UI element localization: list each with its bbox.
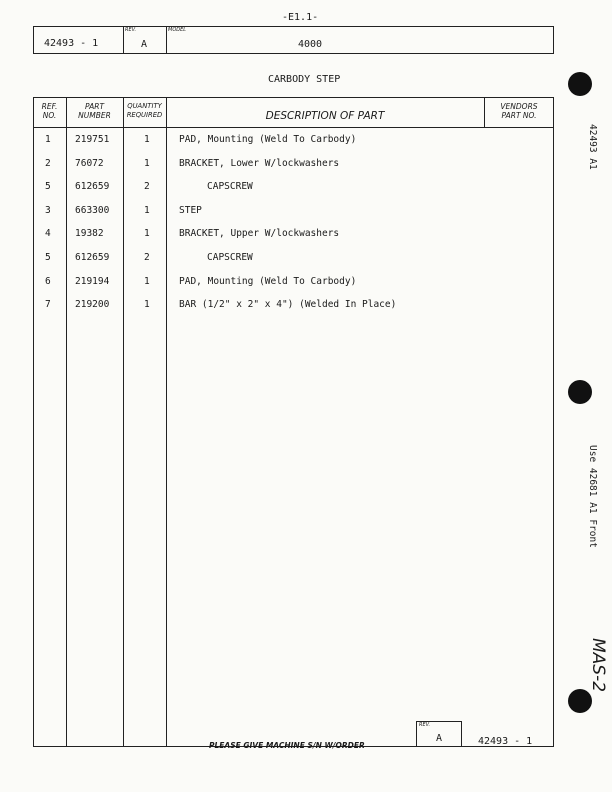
footer-doc-number: 42493 - 1 xyxy=(478,736,533,747)
part-number: 76072 xyxy=(75,157,104,169)
margin-doc-ref: 42493 A1 xyxy=(587,124,598,170)
col-desc-header: DESCRIPTION OF PART xyxy=(265,110,385,122)
header-rev-label: REV. xyxy=(125,27,137,33)
quantity: 1 xyxy=(144,228,150,240)
header-model-value: 4000 xyxy=(298,39,323,50)
description: BAR (1/2" x 2" x 4") (Welded In Place) xyxy=(179,299,397,311)
description: BRACKET, Upper W/lockwashers xyxy=(179,228,340,240)
part-number: 219194 xyxy=(75,275,110,287)
description: STEP xyxy=(179,204,202,216)
description: CAPSCREW xyxy=(207,252,253,263)
description: PAD, Mounting (Weld To Carbody) xyxy=(179,134,357,145)
ref-number: 7 xyxy=(45,299,51,311)
parts-table xyxy=(33,97,554,747)
footer-rev-label: REV. xyxy=(419,722,431,728)
part-number: 612659 xyxy=(75,252,110,263)
header-rev-value: A xyxy=(141,39,148,50)
footer-note: PLEASE GIVE MACHINE S/N W/ORDER xyxy=(209,741,365,750)
ref-number: 2 xyxy=(45,157,51,169)
part-number: 219751 xyxy=(75,134,110,145)
footer-rev-value: A xyxy=(436,733,443,744)
header-box xyxy=(33,26,554,54)
ref-number: 5 xyxy=(45,252,51,263)
quantity: 2 xyxy=(144,181,150,193)
part-number: 663300 xyxy=(75,204,110,216)
ref-number: 1 xyxy=(45,134,51,145)
description: PAD, Mounting (Weld To Carbody) xyxy=(179,275,357,287)
part-number: 219200 xyxy=(75,299,110,311)
part-number: 19382 xyxy=(75,228,104,240)
section-title: CARBODY STEP xyxy=(268,74,341,85)
col-qty-header: QUANTITY REQUIRED xyxy=(126,102,163,119)
punch-hole-bottom xyxy=(568,689,592,713)
quantity: 1 xyxy=(144,275,150,287)
margin-handwritten: MAS-2 xyxy=(588,638,608,693)
header-model-label: MODEL xyxy=(168,27,187,33)
ref-number: 6 xyxy=(45,275,51,287)
part-number: 612659 xyxy=(75,181,110,193)
description: BRACKET, Lower W/lockwashers xyxy=(179,157,340,169)
punch-hole-middle xyxy=(568,380,592,404)
col-ref-header: REF. NO. xyxy=(41,102,58,120)
ref-number: 4 xyxy=(45,228,51,240)
quantity: 1 xyxy=(144,134,150,145)
quantity: 2 xyxy=(144,252,150,263)
margin-use-note: Use 42681 A1 Front xyxy=(587,445,598,548)
col-part-header: PART NUMBER xyxy=(78,102,111,120)
quantity: 1 xyxy=(144,157,150,169)
quantity: 1 xyxy=(144,299,150,311)
col-vendor-header: VENDORS PART NO. xyxy=(500,102,538,120)
header-doc-number: 42493 - 1 xyxy=(44,38,99,49)
page-marker: -E1.1- xyxy=(282,12,319,23)
punch-hole-top xyxy=(568,72,592,96)
ref-number: 5 xyxy=(45,181,51,193)
ref-number: 3 xyxy=(45,204,51,216)
description: CAPSCREW xyxy=(207,181,253,193)
quantity: 1 xyxy=(144,204,150,216)
